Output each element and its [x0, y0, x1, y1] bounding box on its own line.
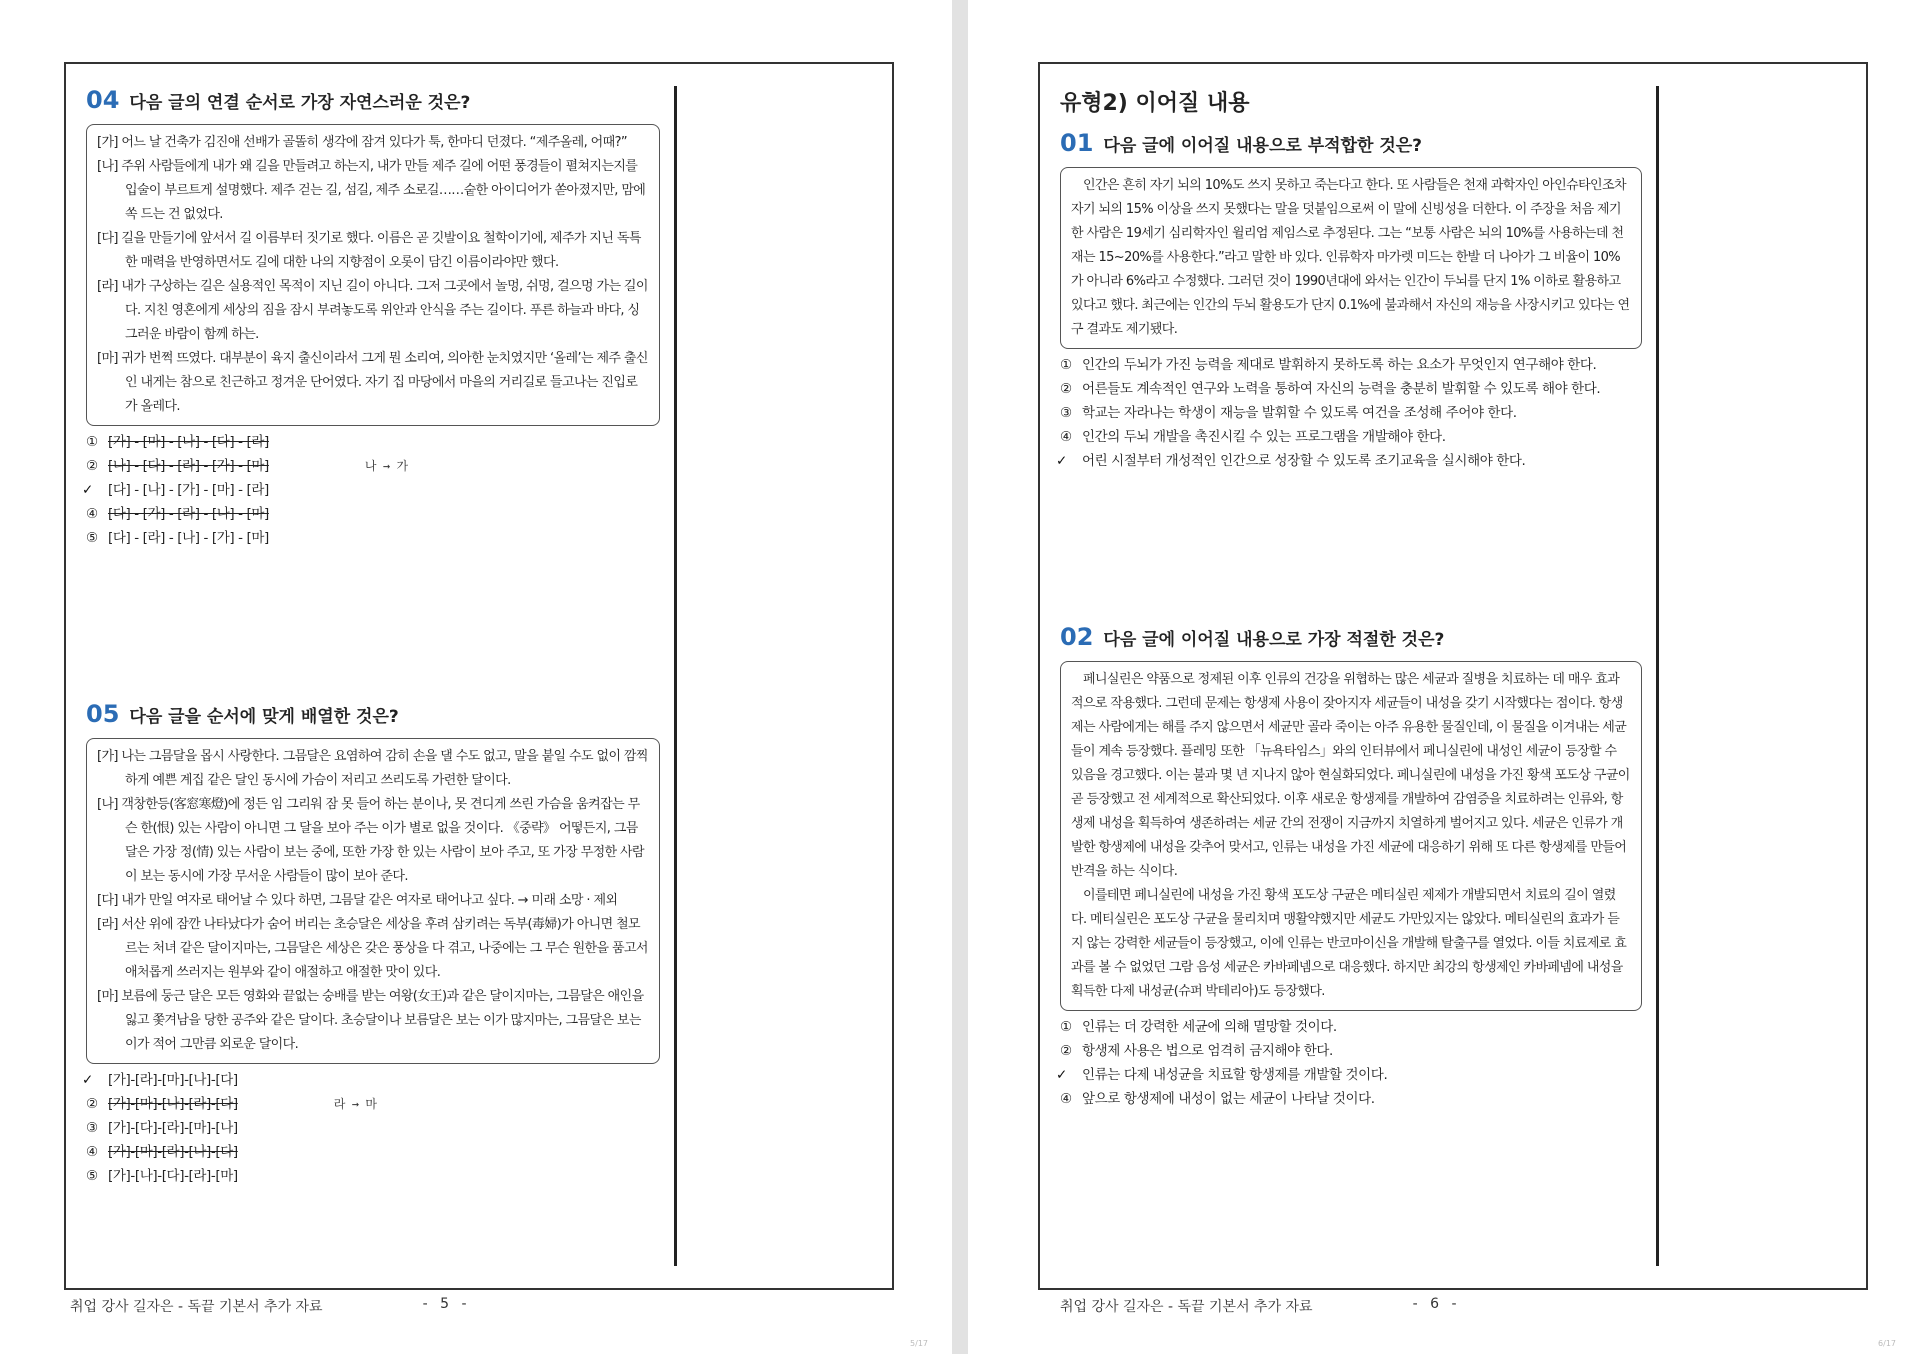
choice-number [1056, 449, 1076, 473]
choice-item[interactable] [1056, 1063, 1642, 1087]
choice-number: ⑤ [86, 1168, 98, 1184]
passage-paragraph: [나] 주위 사람들에게 내가 왜 길을 만들려고 하는지, 내가 만들 제주 길에 어떤 풍경들이 펼쳐지는지를 입술이 부르트게 설명했다. 제주 걷는 길, 섬길, 제주 소로길……숱한 아이디어가 쏟아졌지만, 맘에 쏙 드는 건 없었다. [97, 159, 646, 222]
choice-text: 인간의 두뇌가 가진 능력을 제대로 발휘하지 못하도록 하는 요소가 무엇인지 연구해야 한다. [1082, 357, 1597, 373]
choice-number: ② [1060, 381, 1072, 397]
choice-number: ③ [1060, 405, 1072, 421]
choice-list [1056, 1015, 1642, 1111]
choice-number [82, 1068, 102, 1092]
right-column [1056, 86, 1642, 1111]
page-left [0, 0, 952, 1354]
question-number: 01 [1060, 129, 1094, 157]
choice-item[interactable] [1060, 425, 1642, 449]
choice-item[interactable] [1060, 1039, 1642, 1063]
footer-label: 취업 강사 길자은 - 독끝 기본서 추가 자료 [1060, 1299, 1313, 1315]
section-title: 유형2) 이어질 내용 [1060, 91, 1250, 116]
choice-list [1056, 353, 1642, 473]
choice-text: [가]-[다]-[라]-[마]-[나] [108, 1120, 238, 1136]
choice-item[interactable] [1056, 449, 1642, 473]
choice-item[interactable] [1060, 1015, 1642, 1039]
choice-number: ④ [1060, 429, 1072, 445]
question-title: 다음 글에 이어질 내용으로 부적합한 것은? [1103, 136, 1423, 156]
choice-item[interactable] [86, 526, 660, 550]
question-number: 02 [1060, 623, 1094, 651]
column-rule [1656, 86, 1659, 1266]
choice-text: [나] - [다] - [라] - [가] - [마] [108, 458, 269, 474]
choice-item[interactable] [86, 1164, 660, 1188]
choice-item[interactable] [1060, 1087, 1642, 1111]
passage-paragraph: [다] 내가 만일 여자로 태어날 수 있다 하면, 그믐달 같은 여자로 태어나고 싶다. → 미래 소망 · 제외 [97, 893, 618, 908]
choice-item[interactable] [86, 1092, 660, 1116]
choice-text: [다] - [가] - [라] - [나] - [마] [108, 506, 269, 522]
choice-number: ① [86, 434, 98, 450]
check-mark-icon: ✓ [1056, 453, 1067, 469]
choice-text: 인류는 다제 내성균을 치료할 항생제를 개발할 것이다. [1082, 1067, 1388, 1083]
page-footer [1060, 1296, 1461, 1316]
page-number: - 6 - [1412, 1296, 1461, 1312]
check-mark-icon: ✓ [82, 1072, 93, 1088]
choice-number: ① [1060, 1019, 1072, 1035]
choice-text: 학교는 자라나는 학생이 재능을 발휘할 수 있도록 여건을 조성해 주어야 한다. [1082, 405, 1517, 421]
choice-number: ④ [86, 1144, 98, 1160]
handwritten-note: 라 → 마 [333, 1097, 377, 1111]
column-rule [674, 86, 677, 1266]
page-counter: 6/17 [1878, 1339, 1896, 1348]
passage-paragraph: [가] 어느 날 건축가 김진애 선배가 골똘히 생각에 잠겨 있다가 툭, 한마디 던졌다. “제주올레, 어때?” [97, 135, 628, 150]
choice-item[interactable] [1060, 401, 1642, 425]
choice-item[interactable] [86, 454, 660, 478]
passage-paragraph: [가] 나는 그믐달을 몹시 사랑한다. 그믐달은 요염하여 감히 손을 댈 수도 없고, 말을 붙일 수도 없이 깜찍하게 예쁜 계집 같은 달인 동시에 가슴이 저리고 쓰리도록 가련한 달이다. [97, 749, 648, 788]
choice-item[interactable] [86, 1116, 660, 1140]
passage-paragraph: [마] 귀가 번쩍 뜨였다. 대부분이 육지 출신이라서 그게 뭔 소리여, 의아한 눈치였지만 ‘올레’는 제주 출신인 내게는 참으로 친근하고 정겨운 단어였다. 자기 집 마당에서 마을의 거리길로 들고나는 진입로가 올레다. [97, 351, 648, 414]
passage-box [1060, 661, 1642, 1011]
choice-list [82, 430, 660, 550]
choice-text: 인류는 더 강력한 세균에 의해 멸망할 것이다. [1082, 1019, 1337, 1035]
passage-paragraph: 인간은 흔히 자기 뇌의 10%도 쓰지 못하고 죽는다고 한다. 또 사람들은 천재 과학자인 아인슈타인조차 자기 뇌의 15% 이상을 쓰지 못했다는 말을 덧붙임으로써 이 말에 신빙성을 더한다. 이 주장을 처음 제기한 사람은 19세기 심리학자인 윌리엄 제임스로 추정된다. 그는 “보통 사람은 뇌의 10%를 사용하는데 천재는 15~20%를 사용한다.”라고 말한 바 있다. 인류학자 마가렛 미드는 한발 더 나아가 그 비율이 10%가 아니라 6%라고 수정했다. 그러던 것이 1990년대에 와서는 인간이 두뇌를 단지 1% 이하로 활용하고 있다고 했다. 최근에는 인간의 두뇌 활용도가 단지 0.1%에 불과해서 자신의 재능을 사장시키고 있다는 연구 결과도 제기됐다. [1071, 178, 1630, 337]
passage-paragraph: 이를테면 페니실린에 내성을 가진 황색 포도상 구균은 메티실린 제제가 개발되면서 치료의 길이 열렸다. 메티실린은 포도상 구균을 물리치며 맹활약했지만 세균도 가만있지는 않았다. 메티실린의 효과가 듣지 않는 강력한 세균들이 등장했고, 이에 인류는 반코마이신을 개발해 탈출구를 열었다. 이들 치료제로 효과를 볼 수 없었던 그람 음성 세균은 카바페넴으로 대응했다. 하지만 최강의 항생제인 카바페넴에 내성을 획득한 다제 내성균(슈퍼 박테리아)도 등장했다. [1071, 888, 1627, 999]
question-title: 다음 글에 이어질 내용으로 가장 적절한 것은? [1103, 630, 1445, 650]
choice-text: 인간의 두뇌 개발을 촉진시킬 수 있는 프로그램을 개발해야 한다. [1082, 429, 1446, 445]
choice-text: [가]-[마]-[나]-[라]-[다] [108, 1096, 238, 1112]
choice-number: ③ [86, 1120, 98, 1136]
choice-text: 어린 시절부터 개성적인 인간으로 성장할 수 있도록 조기교육을 실시해야 한다. [1082, 453, 1526, 469]
choice-item[interactable] [82, 478, 660, 502]
choice-item[interactable] [86, 430, 660, 454]
choice-text: 항생제 사용은 법으로 엄격히 금지해야 한다. [1082, 1043, 1333, 1059]
question-04 [82, 86, 660, 550]
choice-number [82, 478, 102, 502]
choice-text: [다] - [라] - [나] - [가] - [마] [108, 530, 269, 546]
choice-text: [가]-[마]-[라]-[나]-[다] [108, 1144, 238, 1160]
passage-box [1060, 167, 1642, 349]
choice-item[interactable] [82, 1068, 660, 1092]
question-01 [1056, 129, 1642, 473]
choice-number: ④ [1060, 1091, 1072, 1107]
choice-item[interactable] [86, 502, 660, 526]
choice-number: ⑤ [86, 530, 98, 546]
page-right [968, 0, 1920, 1354]
passage-box [86, 124, 660, 426]
choice-number: ② [1060, 1043, 1072, 1059]
choice-text: [가]-[나]-[다]-[라]-[마] [108, 1168, 238, 1184]
passage-paragraph: [라] 서산 위에 잠깐 나타났다가 숨어 버리는 초승달은 세상을 후려 삼키려는 독부(毒婦)가 아니면 철모르는 처녀 같은 달이지마는, 그믐달은 세상은 갖은 풍상을 다 겪고, 나중에는 그 무슨 원한을 품고서 애처롭게 쓰러지는 원부와 같이 애절하고 애절한 맛이 있다. [97, 917, 648, 980]
passage-paragraph: 페니실린은 약품으로 정제된 이후 인류의 건강을 위협하는 많은 세균과 질병을 치료하는 데 매우 효과적으로 작용했다. 그런데 문제는 항생제 사용이 잦아지자 세균들이 내성을 갖기 시작했다는 점이다. 항생제는 사람에게는 해를 주지 않으면서 세균만 골라 죽이는 아주 유용한 물질인데, 이 물질을 이겨내는 세균들이 계속 등장했다. 플레밍 또한 「뉴욕타임스」와의 인터뷰에서 페니실린에 내성인 세균이 등장할 수 있음을 경고했다. 이는 불과 몇 년 지나지 않아 현실화되었다. 페니실린에 내성을 가진 황색 포도상 구균이 곧 등장했고 전 세계적으로 확산되었다. 이후 새로운 항생제를 개발하여 감염증을 치료하려는 인류와, 항생제 내성을 획득하여 생존하려는 세균 간의 전쟁이 지금까지 치열하게 벌어지고 있다. 세균은 인류가 개발한 항생제에 내성을 갖추어 맞서고, 인류는 내성을 가진 세균에 대응하기 위해 또 다른 항생제를 만들어 반격을 하는 식이다. [1071, 672, 1630, 879]
question-title: 다음 글의 연결 순서로 가장 자연스러운 것은? [129, 93, 471, 113]
handwritten-note: 나 → 가 [364, 459, 408, 473]
passage-paragraph: [다] 길을 만들기에 앞서서 길 이름부터 짓기로 했다. 이름은 곧 깃발이요 철학이기에, 제주가 지닌 독특한 매력을 반영하면서도 길에 대한 나의 지향점이 오롯이 담긴 이름이라야만 했다. [97, 231, 641, 270]
passage-paragraph: [나] 객창한등(客窓寒燈)에 정든 임 그리워 잠 못 들어 하는 분이나, 못 견디게 쓰린 가슴을 움켜잡는 무슨 한(恨) 있는 사람이 아니면 그 달을 보아 주는 이가 별로 없을 것이다. 《중략》 어떻든지, 그믐달은 가장 정(情) 있는 사람이 보는 중에, 또한 가장 한 있는 사람이 보아 주고, 또 가장 무정한 사람이 보는 동시에 가장 무서운 사람들이 많이 보아 준다. [97, 797, 644, 884]
choice-number: ① [1060, 357, 1072, 373]
choice-item[interactable] [1060, 353, 1642, 377]
choice-item[interactable] [1060, 377, 1642, 401]
page-number: - 5 - [422, 1296, 471, 1312]
choice-number [1056, 1063, 1076, 1087]
choice-number: ④ [86, 506, 98, 522]
choice-list [82, 1068, 660, 1188]
passage-paragraph: [마] 보름에 둥근 달은 모든 영화와 끝없는 숭배를 받는 여왕(女王)과 같은 달이지마는, 그믐달은 애인을 잃고 쫓겨남을 당한 공주와 같은 달이다. 초승달이나 보름달은 보는 이가 많지마는, 그믐달은 보는 이가 적어 그만큼 외로운 달이다. [97, 989, 644, 1052]
page-gutter [952, 0, 968, 1354]
choice-number: ② [86, 458, 98, 474]
choice-text: 앞으로 항생제에 내성이 없는 세균이 나타날 것이다. [1082, 1091, 1375, 1107]
question-number: 05 [86, 700, 120, 728]
choice-number: ② [86, 1096, 98, 1112]
choice-item[interactable] [86, 1140, 660, 1164]
page-frame [1038, 62, 1868, 1290]
choice-text: [가] - [마] - [나] - [다] - [라] [108, 434, 269, 450]
question-05 [82, 700, 660, 1188]
question-02 [1056, 623, 1642, 1111]
page-counter: 5/17 [910, 1339, 928, 1348]
passage-paragraph: [라] 내가 구상하는 길은 실용적인 목적이 지닌 길이 아니다. 그저 그곳에서 놀멍, 쉬멍, 걸으멍 가는 길이다. 지친 영혼에게 세상의 짐을 잠시 부려놓도록 위안과 안식을 주는 길이다. 푸른 하늘과 바다, 싱그러운 바람이 함께 하는. [97, 279, 648, 342]
check-mark-icon: ✓ [1056, 1067, 1067, 1083]
check-mark-icon: ✓ [82, 482, 93, 498]
choice-text: [가]-[라]-[마]-[나]-[다] [108, 1072, 238, 1088]
page-footer [70, 1296, 471, 1316]
choice-text: [다] - [나] - [가] - [마] - [라] [108, 482, 269, 498]
choice-text: 어른들도 계속적인 연구와 노력을 통하여 자신의 능력을 충분히 발휘할 수 있도록 해야 한다. [1082, 381, 1601, 397]
page-frame [64, 62, 894, 1290]
passage-box [86, 738, 660, 1064]
question-number: 04 [86, 86, 120, 114]
left-column [82, 86, 660, 1188]
question-title: 다음 글을 순서에 맞게 배열한 것은? [129, 707, 399, 727]
footer-label: 취업 강사 길자은 - 독끝 기본서 추가 자료 [70, 1299, 323, 1315]
